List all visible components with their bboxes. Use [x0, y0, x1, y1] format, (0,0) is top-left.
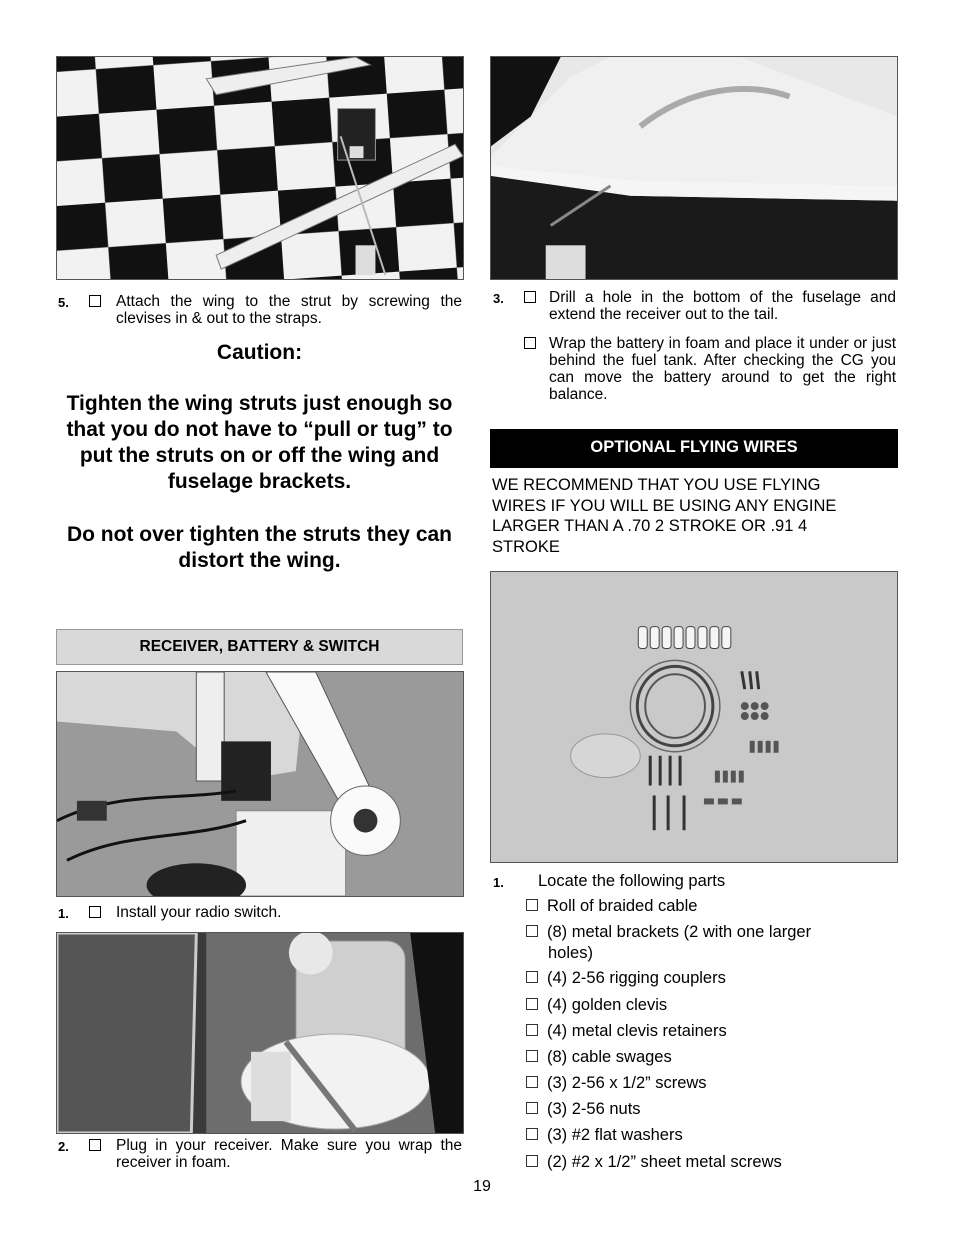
part-label-continued: holes) [548, 944, 593, 962]
section-header-flying-wires: OPTIONAL FLYING WIRES [490, 429, 898, 468]
part-checkbox[interactable] [526, 1155, 538, 1167]
part-item[interactable] [526, 1047, 856, 1068]
step-checkbox[interactable] [89, 295, 101, 307]
recommend-text: WE RECOMMEND THAT YOU USE FLYING WIRES IF YOU WILL BE USING ANY ENGINE LARGER THAN A .70 2 STROKE OR .91 4 STROKE [492, 476, 837, 556]
step-1-locate-parts [493, 873, 897, 893]
step-number: 1. [493, 875, 504, 890]
photo-fuselage-bottom-tail [490, 56, 898, 280]
part-label: (4) golden clevis [547, 996, 668, 1014]
part-checkbox[interactable] [526, 1024, 538, 1036]
part-label: (3) 2-56 nuts [547, 1100, 641, 1118]
step-text: Locate the following parts [538, 872, 726, 890]
step-checkbox[interactable] [524, 291, 536, 303]
part-checkbox[interactable] [526, 1076, 538, 1088]
caution-heading: Caution: [216, 341, 303, 364]
section-header-receiver: RECEIVER, BATTERY & SWITCH [56, 629, 463, 665]
step-number: 3. [493, 291, 504, 306]
part-item[interactable] [526, 922, 856, 964]
part-label: (3) #2 flat washers [547, 1126, 683, 1144]
caution-paragraph-1: Tighten the wing struts just enough so that you do not have to “pull or tug” to put the struts on or off the wing and fuselage brackets. [66, 392, 453, 493]
part-item[interactable] [526, 896, 856, 917]
part-checkbox[interactable] [526, 899, 538, 911]
part-label: (8) cable swages [547, 1048, 672, 1066]
step-3-drill [493, 289, 897, 325]
photo-wing-struts-on-checkerboard [56, 56, 464, 280]
part-item[interactable] [526, 1152, 856, 1173]
part-item[interactable] [526, 1021, 856, 1042]
step-text: Attach the wing to the strut by screwing the clevises in & out to the straps. [116, 293, 462, 327]
photo-radio-switch [56, 671, 464, 897]
page-number: 19 [473, 1178, 491, 1195]
part-label: (8) metal brackets (2 with one larger [547, 923, 812, 941]
step-2-receiver [58, 1137, 462, 1177]
caution-paragraph-2: Do not over tighten the struts they can distort the wing. [66, 523, 453, 572]
step-text: Plug in your receiver. Make sure you wrap the receiver in foam. [116, 1137, 462, 1171]
part-item[interactable] [526, 995, 856, 1016]
photo-receiver-in-foam [56, 932, 464, 1134]
step-number: 1. [58, 906, 69, 921]
step-checkbox[interactable] [524, 337, 536, 349]
photo-flying-wire-parts [490, 571, 898, 863]
part-label: (4) metal clevis retainers [547, 1022, 727, 1040]
part-label: (2) #2 x 1/2” sheet metal screws [547, 1153, 782, 1171]
step-5 [58, 293, 462, 333]
part-checkbox[interactable] [526, 1102, 538, 1114]
step-text: Install your radio switch. [116, 904, 282, 921]
part-item[interactable] [526, 1125, 856, 1146]
step-checkbox[interactable] [89, 1139, 101, 1151]
part-checkbox[interactable] [526, 998, 538, 1010]
step-1-switch [58, 904, 462, 924]
step-number: 5. [58, 295, 69, 310]
part-checkbox[interactable] [526, 925, 538, 937]
part-checkbox[interactable] [526, 1128, 538, 1140]
part-item[interactable] [526, 1099, 856, 1120]
part-label: (4) 2-56 rigging couplers [547, 969, 726, 987]
part-item[interactable] [526, 968, 856, 989]
part-label: Roll of braided cable [547, 897, 698, 915]
step-text: Drill a hole in the bottom of the fuselage and extend the receiver out to the tail. [549, 289, 896, 323]
step-3-battery [493, 335, 897, 407]
step-text: Wrap the battery in foam and place it under or just behind the fuel tank. After checking the CG you can move the battery around to get the right balance. [549, 335, 896, 403]
part-checkbox[interactable] [526, 971, 538, 983]
part-item[interactable] [526, 1073, 856, 1094]
part-label: (3) 2-56 x 1/2” screws [547, 1074, 707, 1092]
part-checkbox[interactable] [526, 1050, 538, 1062]
step-checkbox[interactable] [89, 906, 101, 918]
step-number: 2. [58, 1139, 69, 1154]
